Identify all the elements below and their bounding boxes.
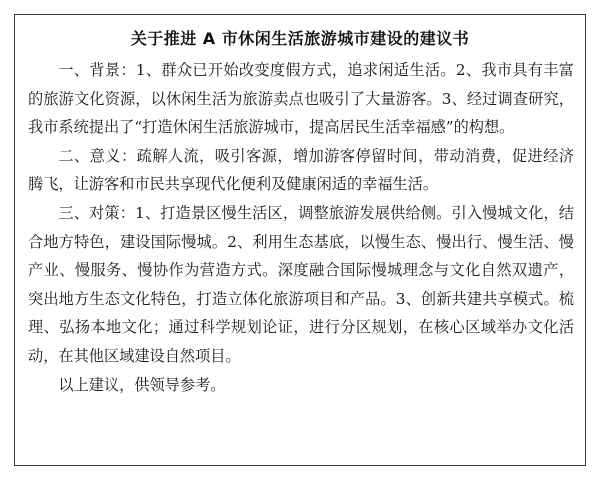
paragraph-significance: 二、意义：疏解人流，吸引客源，增加游客停留时间，带动消费，促进经济腾飞，让游客和市民共享现代化便利及健康闲适的幸福生活。 bbox=[28, 146, 574, 194]
paragraph-measures: 三、对策：1、打造景区慢生活区，调整旅游发展供给侧。引入慢城文化，结合地方特色，建设国际慢城。2、利用生态基底，以慢生态、慢出行、慢生活、慢产业、慢服务、慢协作为营造方式。深度融合国际慢城理念与文化自然双遗产，突出地方生态文化特色，打造立体化旅游项目和产品。3、创新共建共享模式。梳理、弘扬本地文化；通过科学规划论证，进行分区规划，在核心区域举办文化活动，在其他区域建设自然项目。 bbox=[28, 203, 574, 365]
document-title: 关于推进 A 市休闲生活旅游城市建设的建议书 bbox=[130, 29, 470, 48]
document-body bbox=[28, 56, 574, 399]
paragraph-closing: 以上建议，供领导参考。 bbox=[58, 375, 226, 394]
paragraph-background: 一、背景：1、群众已开始改变度假方式，追求闲适生活。2、我市具有丰富的旅游文化资源，以休闲生活为旅游卖点也吸引了大量游客。3、经过调查研究，我市系统提出了“打造休闲生活旅游城市，提高居民生活幸福感”的构想。 bbox=[28, 61, 574, 137]
